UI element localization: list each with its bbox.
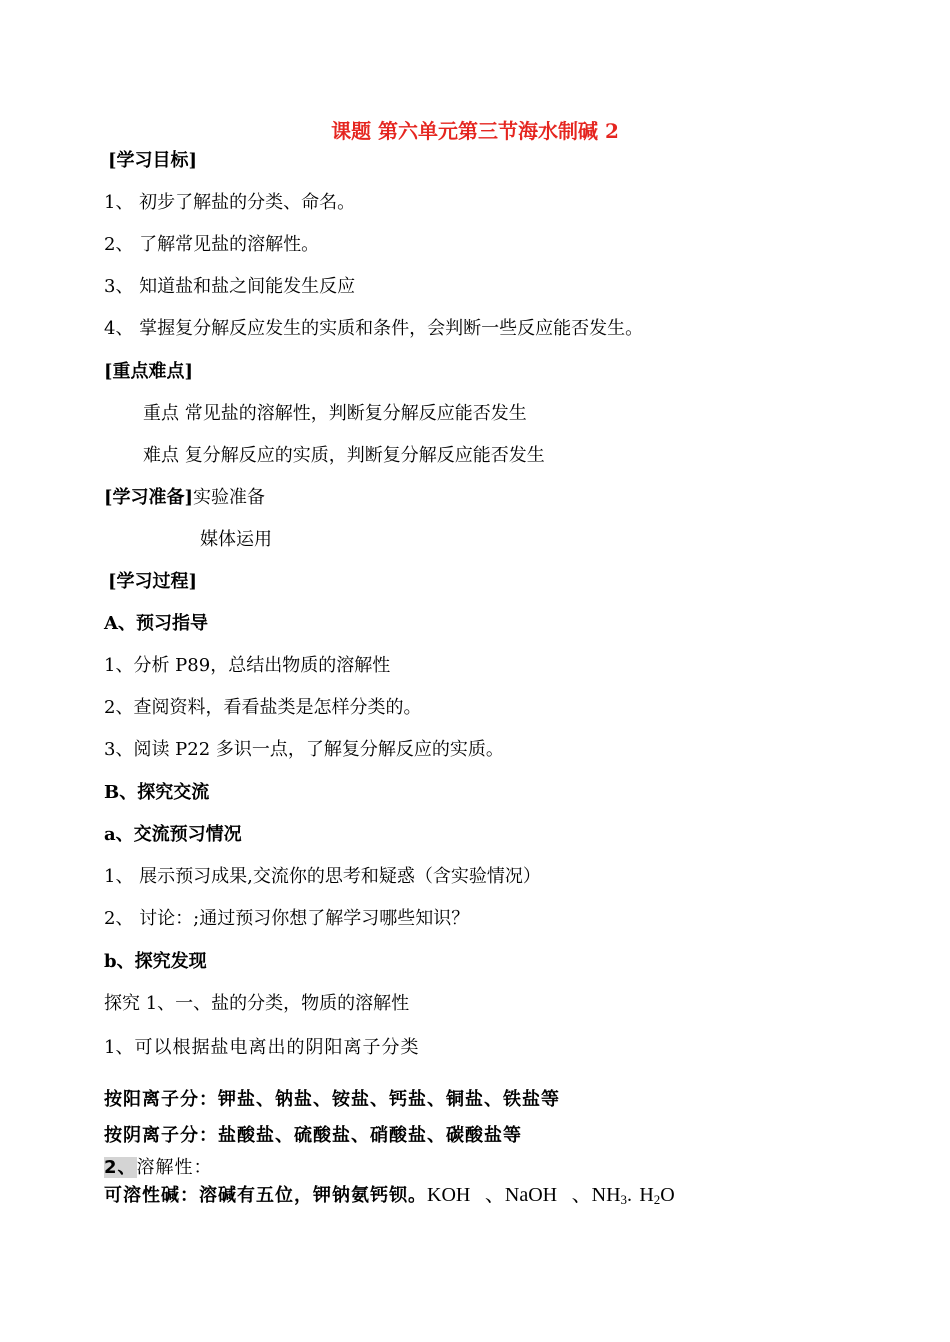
solubility-number: 2、	[104, 1157, 137, 1178]
formula-h2o-h: H	[639, 1184, 654, 1206]
soluble-base-line	[104, 1184, 675, 1211]
sub-a-heading: a、交流预习情况	[104, 824, 242, 845]
formula-separator-1: 、	[484, 1184, 505, 1206]
preparation-item-1: 实验准备	[193, 487, 266, 508]
goal-item-4: 4、 掌握复分解反应发生的实质和条件，会判断一些反应能否发生。	[104, 318, 644, 339]
preparation-heading: [学习准备]	[104, 487, 194, 508]
formula-nh3-subscript: 3	[620, 1192, 628, 1207]
solubility-line	[104, 1157, 213, 1179]
goals-heading: [学习目标]	[108, 150, 198, 171]
formula-nh3-main: NH	[591, 1184, 621, 1206]
formula-h2o	[639, 1184, 674, 1206]
cation-classification: 按阳离子分：钾盐、钠盐、铵盐、钙盐、铜盐、铁盐等	[104, 1089, 560, 1110]
section-b-heading: B、探究交流	[104, 782, 210, 803]
goal-item-3: 3、 知道盐和盐之间能发生反应	[104, 276, 356, 297]
formula-h2o-subscript: 2	[653, 1192, 661, 1207]
goal-item-1: 1、 初步了解盐的分类、命名。	[104, 192, 356, 213]
preview-item-3: 3、阅读 P22 多识一点，了解复分解反应的实质。	[104, 739, 504, 760]
section-a-heading: A、预习指导	[104, 613, 208, 634]
preview-item-2: 2、查阅资料，看看盐类是怎样分类的。	[104, 697, 422, 718]
formula-naoh: NaOH	[504, 1184, 558, 1206]
key-point: 重点 常见盐的溶解性，判断复分解反应能否发生	[143, 403, 527, 424]
page-title: 课题 第六单元第三节海水制碱 2	[331, 119, 619, 143]
explore-1-title: 探究 1、一、盐的分类，物质的溶解性	[104, 993, 410, 1014]
soluble-base-text: 可溶性碱：溶碱有五位，钾钠氨钙钡。	[104, 1185, 427, 1206]
difficult-point: 难点 复分解反应的实质，判断复分解反应能否发生	[143, 445, 545, 466]
classify-text: 、可以根据盐电离出的阴阳离子分类	[115, 1037, 420, 1058]
preparation-item-2: 媒体运用	[200, 529, 272, 550]
preview-item-1: 1、分析 P89，总结出物质的溶解性	[104, 655, 391, 676]
anion-classification: 按阴离子分：盐酸盐、硫酸盐、硝酸盐、碳酸盐等	[104, 1125, 522, 1146]
exchange-item-2: 2、 讨论：;通过预习你想了解学习哪些知识？	[104, 908, 470, 929]
classify-number: 1	[104, 1037, 116, 1058]
formula-dot: .	[627, 1184, 633, 1206]
classify-line	[104, 1037, 419, 1059]
formula-h2o-o: O	[660, 1184, 675, 1206]
formula-nh3	[592, 1184, 627, 1206]
exchange-item-1: 1、 展示预习成果,交流你的思考和疑惑（含实验情况）	[104, 866, 541, 887]
key-points-heading: [重点难点]	[104, 361, 194, 382]
sub-b-heading: b、探究发现	[104, 951, 207, 972]
process-heading: [学习过程]	[108, 571, 198, 592]
formula-separator-2: 、	[571, 1184, 592, 1206]
solubility-label: 溶解性：	[136, 1157, 213, 1178]
formula-koh: KOH	[427, 1184, 471, 1206]
preparation-line	[104, 487, 265, 509]
goal-item-2: 2、 了解常见盐的溶解性。	[104, 234, 320, 255]
